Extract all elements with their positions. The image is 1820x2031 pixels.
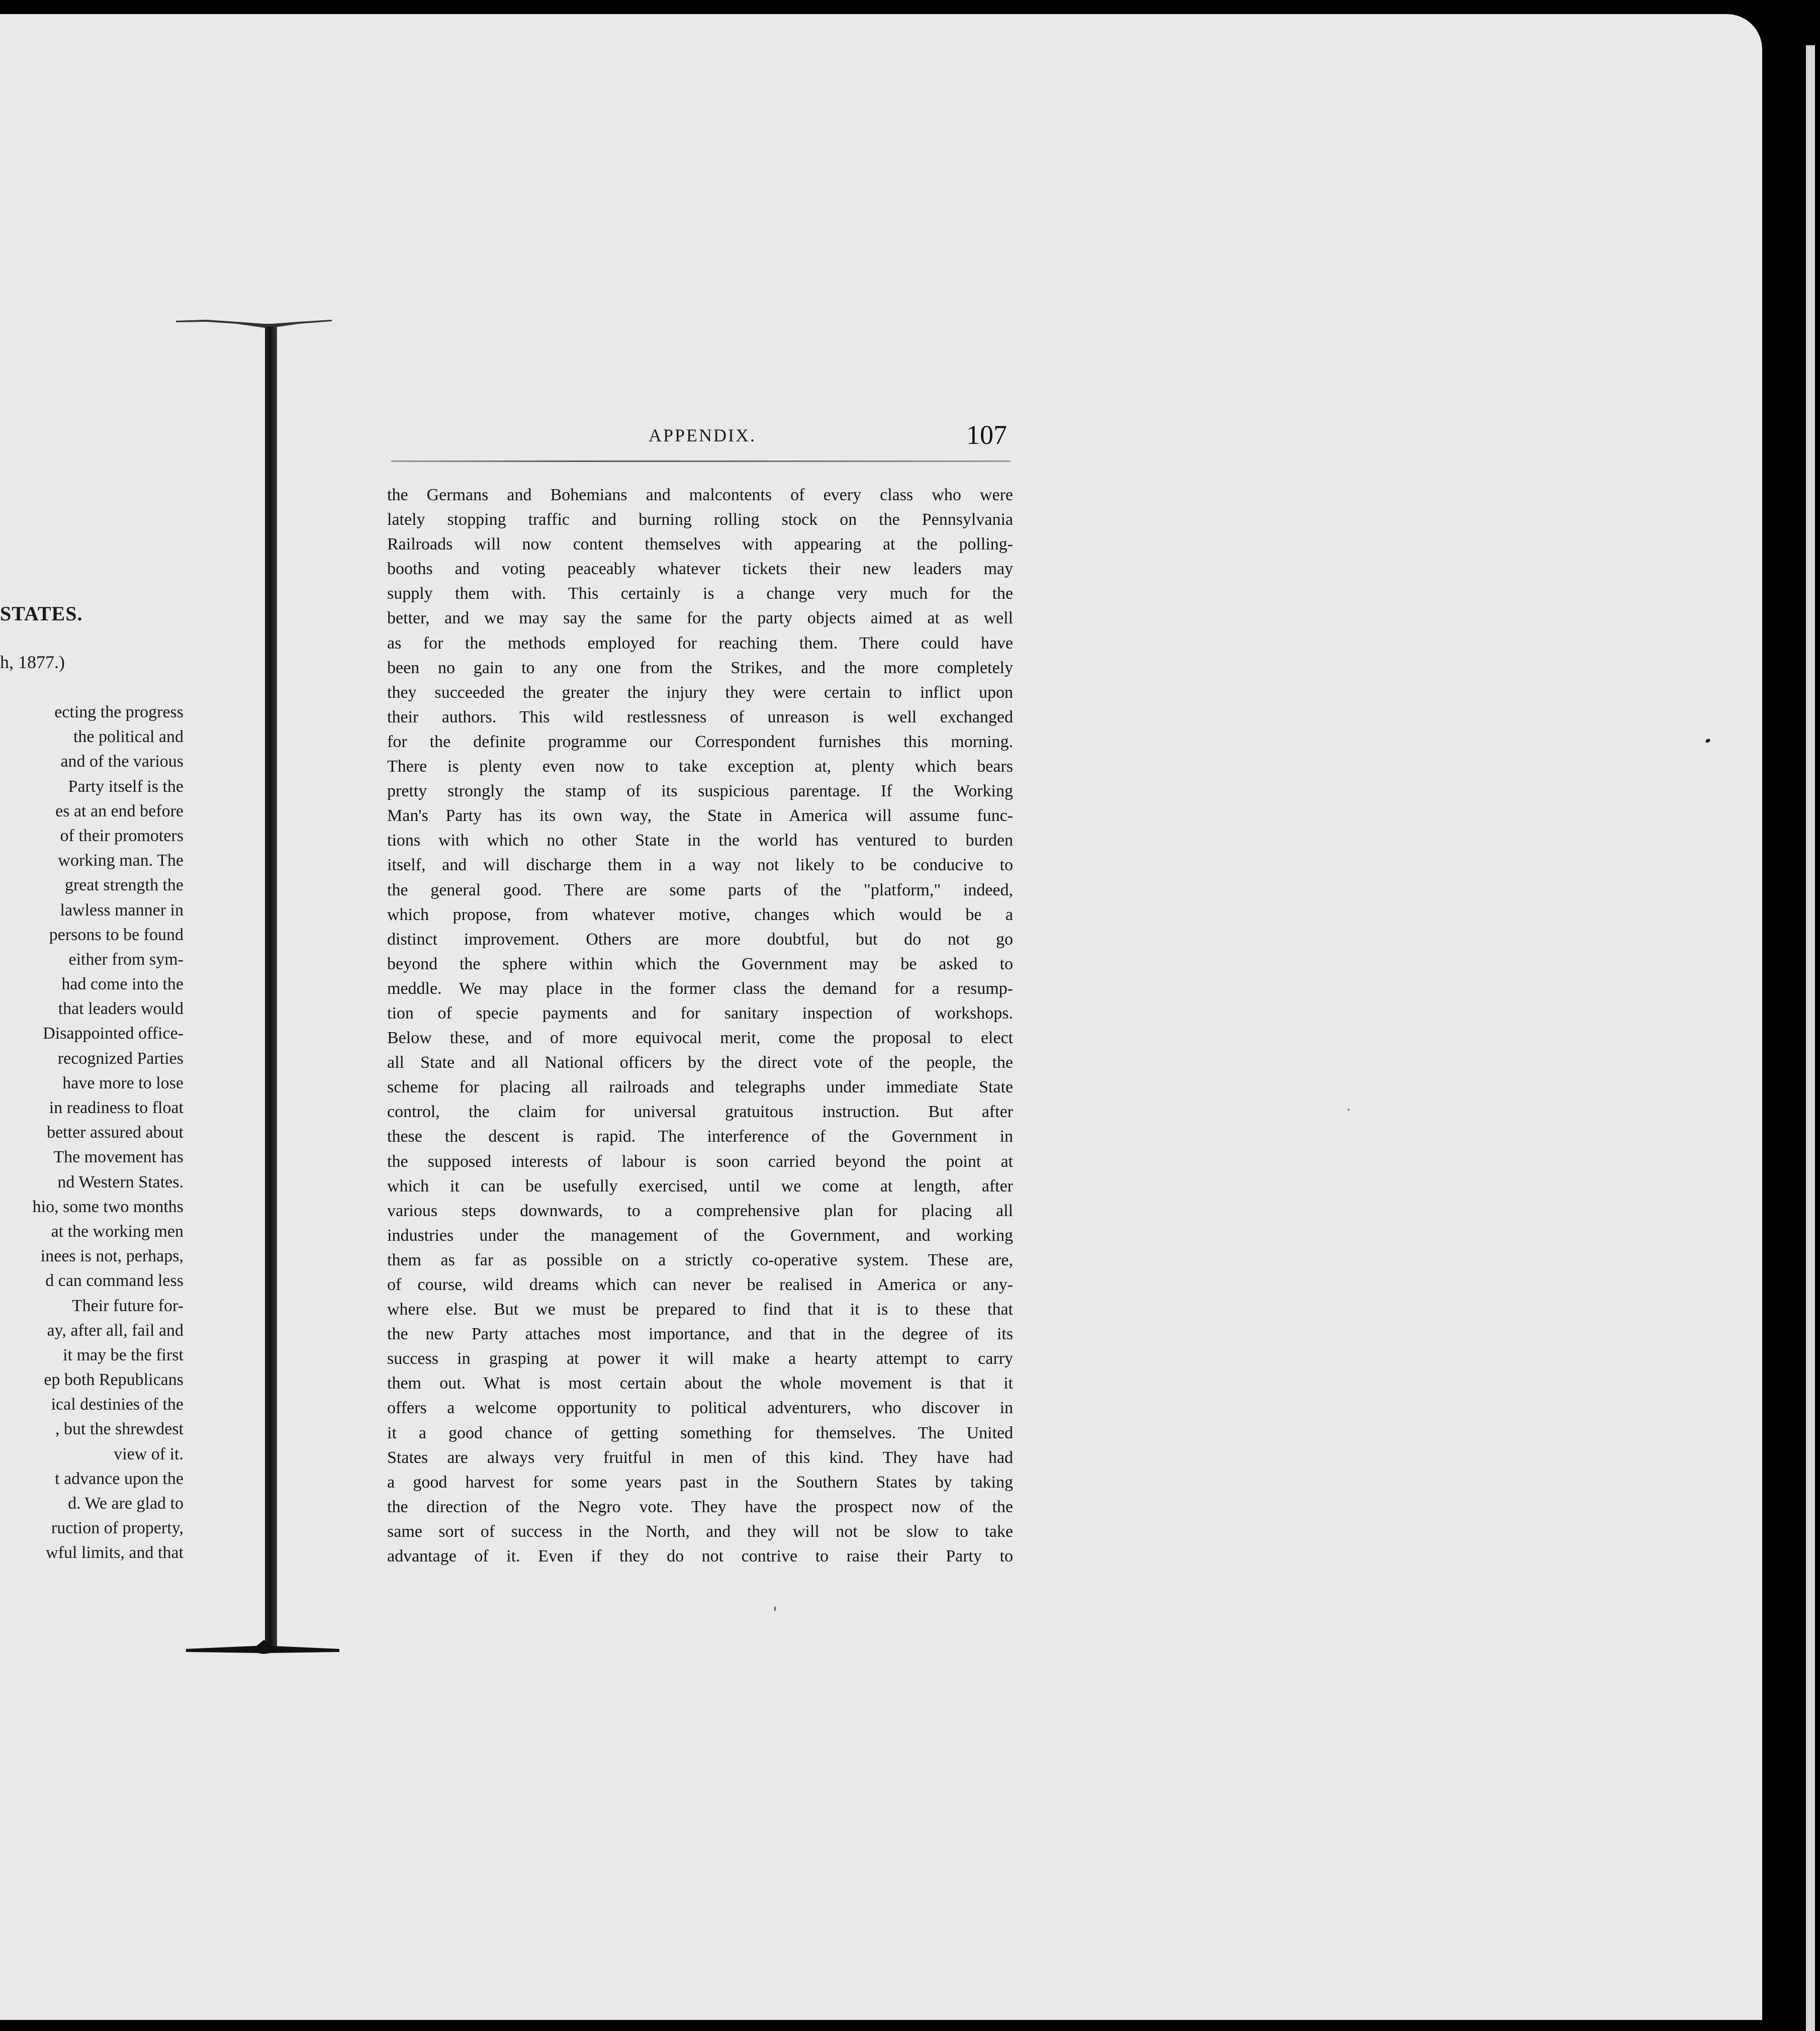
left-page-text-line: persons to be found	[49, 925, 184, 944]
body-text-line: which propose, from whatever motive, changes which would be a	[387, 905, 1013, 924]
left-page-text-line: working man. The	[58, 851, 184, 870]
left-page-text-line: es at an end before	[55, 801, 184, 820]
left-page-text-line: inees is not, perhaps,	[40, 1247, 184, 1266]
left-page-heading: STATES.	[0, 602, 83, 625]
body-text-line: offers a welcome opportunity to political adventurers, who discover in	[387, 1399, 1013, 1418]
body-text-line: Man's Party has its own way, the State in America will assume func-	[387, 806, 1013, 825]
body-text-line: scheme for placing all railroads and telegraphs under immediate State	[387, 1078, 1013, 1097]
body-text-line: meddle. We may place in the former class the demand for a resump-	[387, 979, 1013, 998]
left-page-text-line: The movement has	[53, 1148, 184, 1167]
left-page-text-line: either from sym-	[68, 950, 184, 969]
left-page-text-line: nd Western States.	[57, 1172, 184, 1191]
body-text-line: tion of specie payments and for sanitary inspection of workshops.	[387, 1003, 1013, 1023]
body-text-line: success in grasping at power it will make a hearty attempt to carry	[387, 1349, 1013, 1368]
left-page-text-line: hio, some two months	[32, 1197, 184, 1216]
left-page-text-line: d can command less	[45, 1271, 184, 1290]
binding-clamp-top	[176, 317, 332, 329]
body-text-line: all State and all National officers by the direct vote of the people, the	[387, 1053, 1013, 1072]
body-text-line: the direction of the Negro vote. They have the prospect now of the	[387, 1497, 1013, 1516]
left-page-text-line: wful limits, and that	[46, 1543, 184, 1562]
left-page-text-line: , but the shrewdest	[55, 1420, 184, 1439]
running-head: APPENDIX.	[649, 425, 757, 445]
left-page-text-line: at the working men	[51, 1222, 184, 1241]
binding-clamp-bar	[265, 327, 277, 1649]
body-text-line: they succeeded the greater the injury they were certain to inflict upon	[387, 683, 1013, 702]
left-page-text-line: lawless manner in	[60, 900, 184, 919]
body-text-line: of course, wild dreams which can never be realised in America or any-	[387, 1275, 1013, 1294]
scan-speck	[1347, 1109, 1350, 1111]
left-page-text-line: ical destinies of the	[51, 1395, 184, 1414]
left-page-text-line: the political and	[73, 727, 184, 747]
body-text-line: tions with which no other State in the world has ventured to burden	[387, 831, 1013, 850]
binding-clamp-base	[186, 1640, 339, 1654]
body-text-line: better, and we may say the same for the party objects aimed at as well	[387, 609, 1013, 628]
left-page-text-line: that leaders would	[58, 999, 184, 1019]
body-text-line: where else. But we must be prepared to find that it is to these that	[387, 1300, 1013, 1319]
body-text-line: distinct improvement. Others are more doubtful, but do not go	[387, 930, 1013, 949]
left-page-text-line: Their future for-	[71, 1296, 184, 1315]
body-text-line: these the descent is rapid. The interference of the Government in	[387, 1127, 1013, 1146]
left-page-text-line: Party itself is the	[68, 777, 184, 796]
left-page-text-line: Disappointed office-	[43, 1024, 184, 1043]
body-text-line: for the definite programme our Correspondent furnishes this morning.	[387, 732, 1013, 751]
left-page-text-line: recognized Parties	[57, 1049, 184, 1068]
body-text-line: the supposed interests of labour is soon carried beyond the point at	[387, 1152, 1013, 1171]
body-text-line: beyond the sphere within which the Government may be asked to	[387, 954, 1013, 973]
body-text-line: lately stopping traffic and burning rolling stock on the Pennsylvania	[387, 510, 1013, 529]
body-text-line: the new Party attaches most importance, and that in the degree of its	[387, 1325, 1013, 1344]
body-text-line: booths and voting peaceably whatever tickets their new leaders may	[387, 560, 1013, 579]
scan-speck	[774, 1606, 776, 1611]
left-page-text-line: better assured about	[47, 1123, 184, 1142]
left-page-text-line: had come into the	[61, 975, 184, 994]
body-text-line: control, the claim for universal gratuitous instruction. But after	[387, 1102, 1013, 1122]
body-text-line: pretty strongly the stamp of its suspicious parentage. If the Working	[387, 782, 1013, 801]
body-text-line: Railroads will now content themselves with appearing at the polling-	[387, 535, 1013, 554]
left-page-text-line: ruction of property,	[51, 1519, 184, 1538]
body-text-line: it a good chance of getting something for themselves. The United	[387, 1423, 1013, 1442]
left-page-text-line: d. We are glad to	[68, 1494, 184, 1513]
body-text-line: the general good. There are some parts of the "platform," indeed,	[387, 880, 1013, 899]
body-text-line: them out. What is most certain about the whole movement is that it	[387, 1374, 1013, 1393]
scan-edge-highlight	[1806, 45, 1815, 2031]
body-text-line: advantage of it. Even if they do not contrive to raise their Party to	[387, 1547, 1013, 1566]
left-page-text-line: ep both Republicans	[44, 1370, 184, 1390]
body-text-line: There is plenty even now to take exception at, plenty which bears	[387, 757, 1013, 776]
body-text-line: their authors. This wild restlessness of unreason is well exchanged	[387, 707, 1013, 726]
body-text-line: them as far as possible on a strictly co-operative system. These are,	[387, 1250, 1013, 1269]
left-page-text-line: ay, after all, fail and	[47, 1321, 184, 1340]
left-page-text-line: great strength the	[64, 876, 184, 895]
body-text-line: itself, and will discharge them in a way not likely to be conducive to	[387, 856, 1013, 875]
right-page-text-column	[387, 483, 1013, 1568]
left-page-date-line: h, 1877.)	[0, 652, 65, 672]
page-number: 107	[966, 420, 1007, 450]
left-page-text-line: and of the various	[60, 752, 184, 771]
body-text-line: same sort of success in the North, and they will not be slow to take	[387, 1522, 1013, 1541]
left-page-text-line: it may be the first	[63, 1345, 184, 1364]
body-text-line: as for the methods employed for reaching them. There could have	[387, 633, 1013, 653]
body-text-line: Below these, and of more equivocal merit, come the proposal to elect	[387, 1029, 1013, 1048]
header-rule	[391, 460, 1011, 462]
left-page-text-column	[0, 700, 184, 1565]
body-text-line: a good harvest for some years past in the Southern States by taking	[387, 1472, 1013, 1492]
body-text-line: various steps downwards, to a comprehensive plan for placing all	[387, 1201, 1013, 1220]
left-page-text-line: t advance upon the	[55, 1469, 184, 1488]
body-text-line: industries under the management of the Government, and working	[387, 1226, 1013, 1245]
left-page-text-line: have more to lose	[62, 1073, 184, 1092]
body-text-line: been no gain to any one from the Strikes, and the more completely	[387, 658, 1013, 677]
body-text-line: the Germans and Bohemians and malcontents of every class who were	[387, 486, 1013, 504]
body-text-line: which it can be usefully exercised, until we come at length, after	[387, 1176, 1013, 1195]
left-page-text-line: ecting the progress	[54, 703, 184, 721]
body-text-line: States are always very fruitful in men of this kind. They have had	[387, 1448, 1013, 1467]
left-page-text-line: in readiness to float	[49, 1098, 184, 1117]
body-text-line: supply them with. This certainly is a change very much for the	[387, 584, 1013, 603]
left-page-text-line: view of it.	[114, 1444, 184, 1463]
left-page-text-line: of their promoters	[60, 826, 184, 845]
